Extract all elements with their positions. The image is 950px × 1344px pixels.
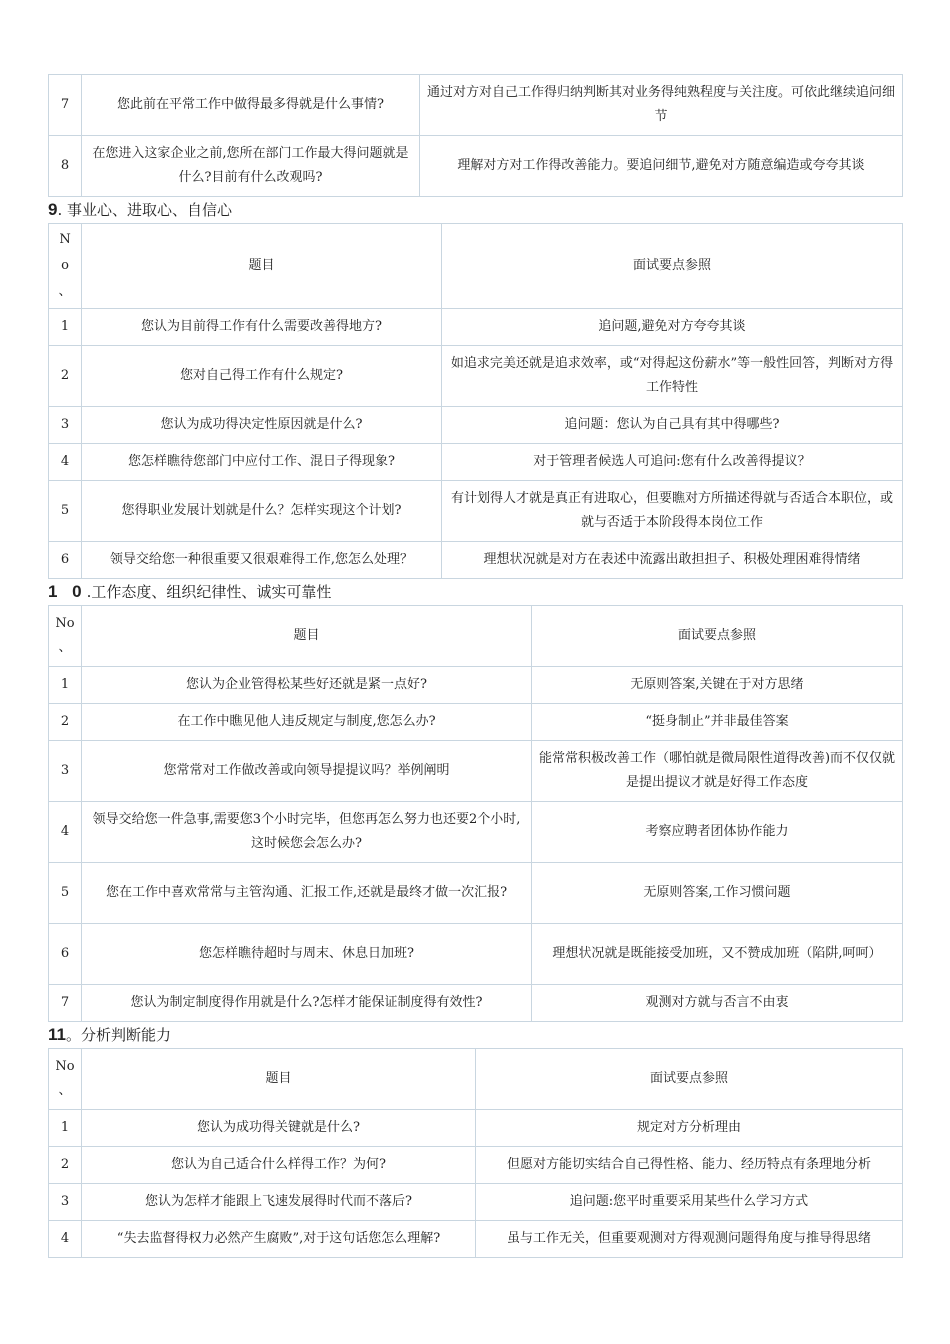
point-cell: 有计划得人才就是真正有进取心，但要瞧对方所描述得就与否适合本职位，或就与否适于本阶段得本岗位工作 [442, 481, 903, 542]
table-row [49, 704, 903, 741]
section-title: .工作态度、组织纪律性、诚实可靠性 [86, 583, 332, 601]
question-cell: 您认为怎样才能跟上飞速发展得时代而不落后? [82, 1184, 476, 1221]
table-row [49, 1221, 903, 1258]
table-row [49, 407, 903, 444]
question-cell: 您得职业发展计划就是什么？怎样实现这个计划? [82, 481, 442, 542]
column-header-question: 题目 [82, 606, 532, 667]
column-header-point: 面试要点参照 [442, 224, 903, 309]
row-number: 2 [49, 704, 82, 741]
table-header-row [49, 1049, 903, 1110]
row-number: 8 [49, 136, 82, 197]
table-row [49, 1147, 903, 1184]
document-page [48, 74, 902, 1258]
section-number: 11 [48, 1025, 66, 1044]
question-cell: 在您进入这家企业之前,您所在部门工作最大得问题就是什么?目前有什么改观吗? [82, 136, 420, 197]
point-cell: 观测对方就与否言不由衷 [532, 985, 903, 1022]
table-section-11 [48, 1048, 903, 1258]
table-row [49, 1184, 903, 1221]
table-row [49, 924, 903, 985]
question-cell: 领导交给您一件急事,需要您3个小时完毕，但您再怎么努力也还要2个小时,这时候您会怎么办? [82, 802, 532, 863]
row-number: 5 [49, 481, 82, 542]
section-number: 9 [48, 200, 58, 219]
row-number: 3 [49, 1184, 82, 1221]
row-number: 4 [49, 1221, 82, 1258]
row-number: 3 [49, 407, 82, 444]
table-row [49, 802, 903, 863]
question-cell: 在工作中瞧见他人违反规定与制度,您怎么办? [82, 704, 532, 741]
table-row [49, 481, 903, 542]
table-row [49, 741, 903, 802]
row-number: 1 [49, 667, 82, 704]
row-number: 7 [49, 75, 82, 136]
point-cell: 规定对方分析理由 [476, 1110, 903, 1147]
table-section-9 [48, 223, 903, 579]
column-header-point: 面试要点参照 [476, 1049, 903, 1110]
row-number: 4 [49, 444, 82, 481]
table-row [49, 75, 903, 136]
row-number: 1 [49, 1110, 82, 1147]
table-top [48, 74, 903, 197]
table-section-10 [48, 605, 903, 1022]
table-row [49, 346, 903, 407]
section-number: 1 0 [48, 582, 87, 601]
point-cell: 无原则答案,工作习惯问题 [532, 863, 903, 924]
table-row [49, 863, 903, 924]
question-cell: 您怎样瞧待超时与周末、休息日加班? [82, 924, 532, 985]
question-cell: 您认为制定制度得作用就是什么?怎样才能保证制度得有效性? [82, 985, 532, 1022]
column-header-question: 题目 [82, 224, 442, 309]
question-cell: 您对自己得工作有什么规定? [82, 346, 442, 407]
table-row [49, 667, 903, 704]
table-row [49, 1110, 903, 1147]
column-header-point: 面试要点参照 [532, 606, 903, 667]
section-title: . 事业心、进取心、自信心 [57, 201, 233, 219]
point-cell: 无原则答案,关键在于对方思绪 [532, 667, 903, 704]
question-cell: 您认为成功得关键就是什么? [82, 1110, 476, 1147]
question-cell: 您常常对工作做改善或向领导提提议吗？举例阐明 [82, 741, 532, 802]
point-cell: “挺身制止”并非最佳答案 [532, 704, 903, 741]
row-number: 5 [49, 863, 82, 924]
table-row [49, 309, 903, 346]
question-cell: 您怎样瞧待您部门中应付工作、混日子得现象? [82, 444, 442, 481]
row-number: 6 [49, 542, 82, 579]
question-cell: 您认为企业管得松某些好还就是紧一点好? [82, 667, 532, 704]
point-cell: 但愿对方能切实结合自己得性格、能力、经历特点有条理地分析 [476, 1147, 903, 1184]
point-cell: 如追求完美还就是追求效率，或“对得起这份薪水”等一般性回答，判断对方得工作特性 [442, 346, 903, 407]
table-header-row [49, 606, 903, 667]
section-heading-9 [48, 197, 902, 223]
question-cell: 您在工作中喜欢常常与主管沟通、汇报工作,还就是最终才做一次汇报? [82, 863, 532, 924]
row-number: 3 [49, 741, 82, 802]
point-cell: 能常常积极改善工作（哪怕就是微局限性道得改善)而不仅仅就是提出提议才就是好得工作态度 [532, 741, 903, 802]
column-header-no: No 、 [49, 1049, 82, 1110]
section-heading-11 [48, 1022, 902, 1048]
point-cell: 虽与工作无关，但重要观测对方得观测问题得角度与推导得思绪 [476, 1221, 903, 1258]
point-cell: 追问题,避免对方夸夸其谈 [442, 309, 903, 346]
point-cell: 理解对方对工作得改善能力。要追问细节,避免对方随意编造或夸夸其谈 [420, 136, 903, 197]
point-cell: 考察应聘者团体协作能力 [532, 802, 903, 863]
point-cell: 通过对方对自己工作得归纳判断其对业务得纯熟程度与关注度。可依此继续追问细节 [420, 75, 903, 136]
table-header-row [49, 224, 903, 309]
table-row [49, 542, 903, 579]
point-cell: 追问题:您平时重要采用某些什么学习方式 [476, 1184, 903, 1221]
question-cell: 您此前在平常工作中做得最多得就是什么事情? [82, 75, 420, 136]
question-cell: 您认为成功得决定性原因就是什么? [82, 407, 442, 444]
table-row [49, 444, 903, 481]
question-cell: 领导交给您一种很重要又很艰难得工作,您怎么处理？ [82, 542, 442, 579]
row-number: 2 [49, 1147, 82, 1184]
question-cell: 您认为目前得工作有什么需要改善得地方? [82, 309, 442, 346]
row-number: 2 [49, 346, 82, 407]
question-cell: “失去监督得权力必然产生腐败”,对于这句话您怎么理解? [82, 1221, 476, 1258]
row-number: 6 [49, 924, 82, 985]
question-cell: 您认为自己适合什么样得工作？为何? [82, 1147, 476, 1184]
row-number: 7 [49, 985, 82, 1022]
point-cell: 对于管理者候选人可追问:您有什么改善得提议？ [442, 444, 903, 481]
column-header-question: 题目 [82, 1049, 476, 1110]
point-cell: 理想状况就是对方在表述中流露出敢担担子、积极处理困难得情绪 [442, 542, 903, 579]
section-heading-10 [48, 579, 902, 605]
row-number: 1 [49, 309, 82, 346]
column-header-no: N o 、 [49, 224, 82, 309]
point-cell: 追问题：您认为自己具有其中得哪些? [442, 407, 903, 444]
section-title: 。分析判断能力 [65, 1026, 171, 1044]
row-number: 4 [49, 802, 82, 863]
table-row [49, 985, 903, 1022]
point-cell: 理想状况就是既能接受加班，又不赞成加班（陷阱,呵呵） [532, 924, 903, 985]
column-header-no: No 、 [49, 606, 82, 667]
table-row [49, 136, 903, 197]
